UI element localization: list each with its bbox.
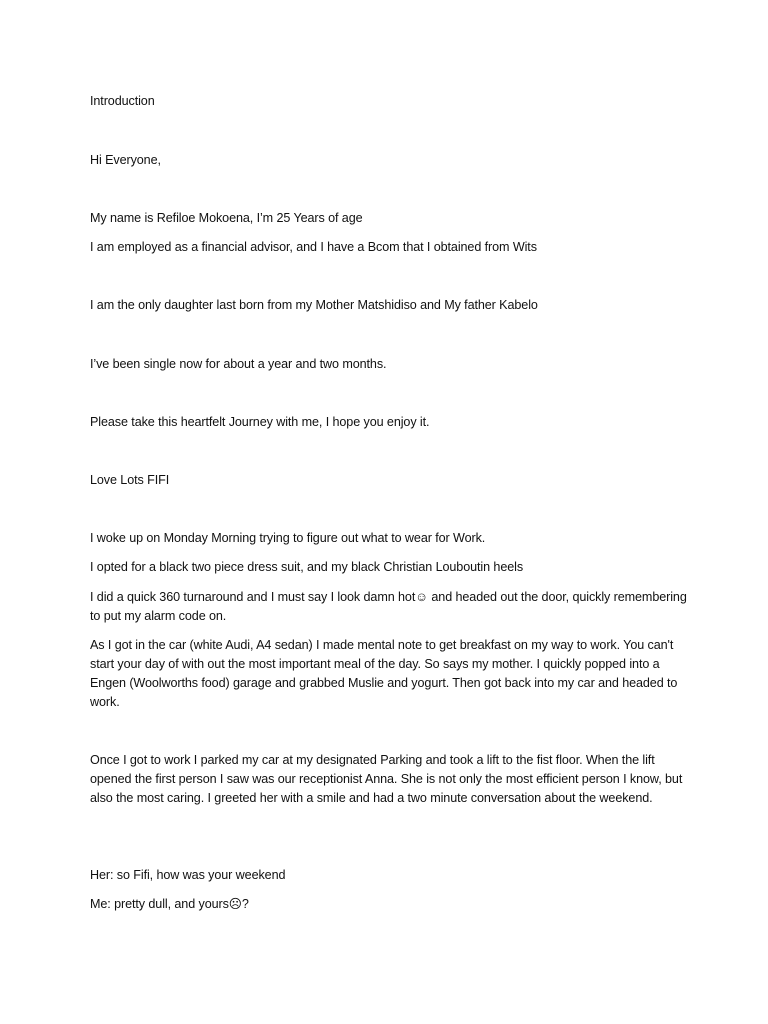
story-paragraph: I opted for a black two piece dress suit, and my black Christian Louboutin heels: [90, 560, 524, 574]
name-paragraph: My name is Refiloe Mokoena, I’m 25 Years of age: [90, 211, 363, 225]
dialogue-line: Her: so Fifi, how was your weekend: [90, 868, 286, 882]
dialogue-line: Me: pretty dull, and yours☹?: [90, 897, 249, 911]
family-paragraph: I am the only daughter last born from my Mother Matshidiso and My father Kabelo: [90, 298, 538, 312]
single-paragraph: I’ve been single now for about a year and two months.: [90, 357, 387, 371]
journey-paragraph: Please take this heartfelt Journey with me, I hope you enjoy it.: [90, 415, 430, 429]
story-paragraph: I woke up on Monday Morning trying to figure out what to wear for Work.: [90, 531, 486, 545]
story-paragraph: Once I got to work I parked my car at my designated Parking and took a lift to the fist floor. When the lift opened the first person I saw was our receptionist Anna. She is not only the most efficient person I know, but also the most caring. I greeted her with a smile and had a two minute conversation about the weekend.: [90, 753, 683, 805]
signoff-paragraph: Love Lots FIFI: [90, 473, 170, 487]
greeting-paragraph: Hi Everyone,: [90, 153, 161, 167]
heading-introduction: Introduction: [90, 94, 155, 108]
occupation-paragraph: I am employed as a financial advisor, and I have a Bcom that I obtained from Wits: [90, 240, 537, 254]
story-paragraph: I did a quick 360 turnaround and I must say I look damn hot☺ and headed out the door, quickly remembering to put my alarm code on.: [90, 590, 687, 623]
story-paragraph: As I got in the car (white Audi, A4 sedan) I made mental note to get breakfast on my way to work. You can't start your day of with out the most important meal of the day. So says my mother. I quickly popped into a Engen (Woolworths food) garage and grabbed Muslie and yogurt. Then got back into my car and headed to work.: [90, 638, 678, 709]
